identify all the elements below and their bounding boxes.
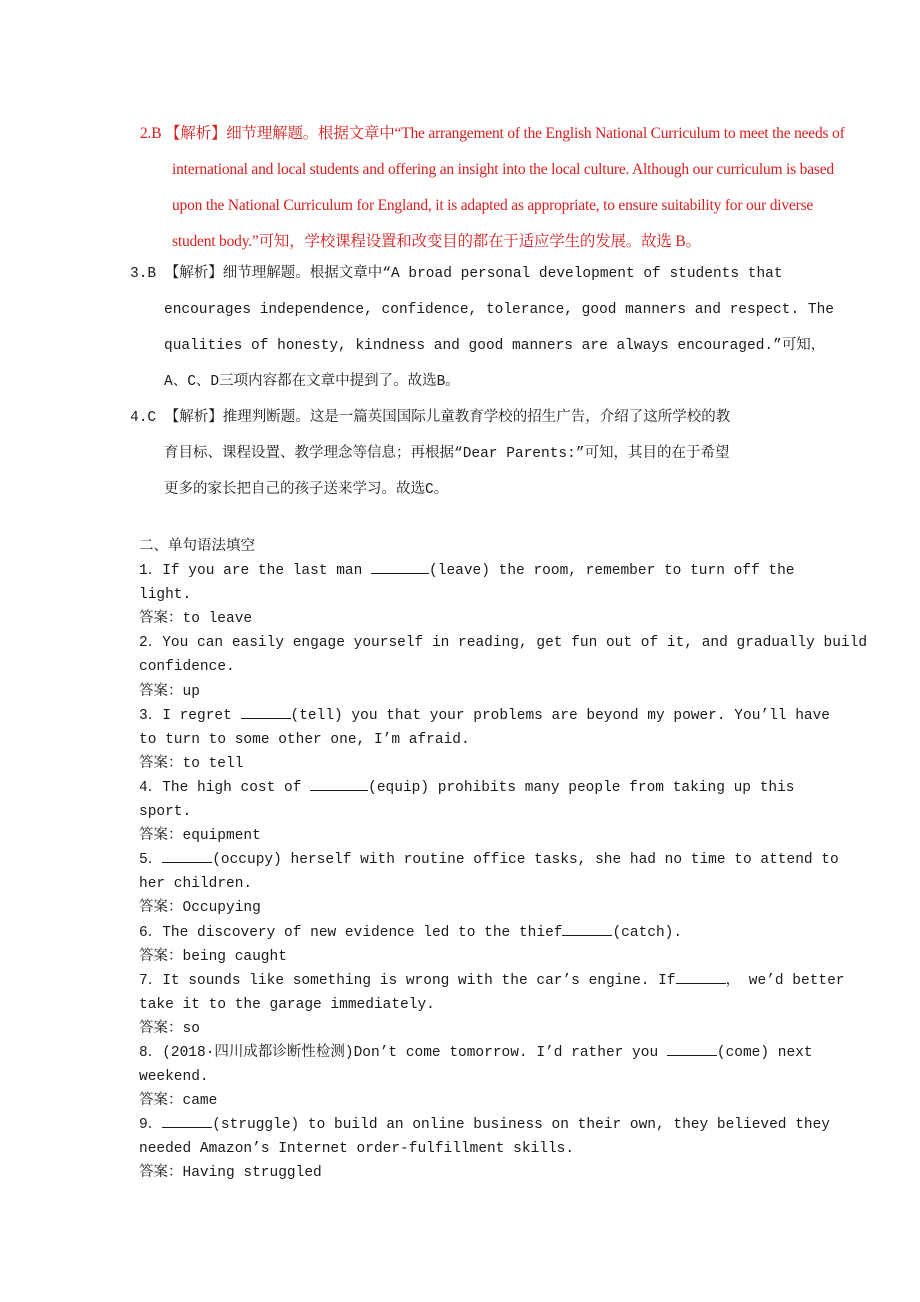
grammar-section bbox=[139, 535, 868, 1186]
answer-9: 答案：Having struggled bbox=[139, 1165, 322, 1182]
answer-blank bbox=[241, 705, 291, 719]
question-1: 1．If you are the last man (leave) the room, remember to turn off the bbox=[139, 559, 839, 583]
question-3: 3．I regret (tell) you that your problems are beyond my power. You’ll have bbox=[139, 704, 839, 728]
question-2-cont: confidence. bbox=[139, 659, 235, 676]
question-7-cont: take it to the garage immediately. bbox=[139, 996, 435, 1013]
answer-7: 答案：so bbox=[139, 1020, 200, 1037]
answer-1: 答案：to leave bbox=[139, 611, 253, 628]
answer-blank bbox=[371, 560, 429, 574]
question-4-cont: sport. bbox=[139, 804, 192, 821]
q4-line-3: 更多的家长把自己的孩子送来学习。故选C。 bbox=[164, 482, 449, 498]
question-9: 9． (struggle) to build an online business on their own, they believed they bbox=[139, 1113, 839, 1137]
question-7: 7．It sounds like something is wrong with the car’s engine. If ， we’d better bbox=[139, 969, 839, 993]
question-3-cont: to turn to some other one, I’m afraid. bbox=[139, 731, 470, 748]
q4-line-1: 4.C 【解析】推理判断题。这是一篇英国国际儿童教育学校的招生广告，介绍了这所学校的教 bbox=[130, 410, 731, 426]
answer-2: 答案：up bbox=[139, 683, 200, 700]
answer-8: 答案：came bbox=[139, 1093, 218, 1110]
question-1-cont: light. bbox=[139, 587, 192, 604]
q2-explanation bbox=[140, 116, 900, 260]
answer-blank bbox=[562, 922, 612, 936]
answer-4: 答案：equipment bbox=[139, 828, 261, 845]
answer-blank bbox=[310, 777, 368, 791]
q2-line-2: international and local students and offering an insight into the local culture. Although our curriculum is based bbox=[172, 161, 834, 178]
question-5: 5． (occupy) herself with routine office tasks, she had no time to attend to bbox=[139, 848, 839, 872]
question-8-cont: weekend. bbox=[139, 1069, 209, 1086]
answer-blank bbox=[162, 1114, 212, 1128]
q4-line-2: 育目标、课程设置、教学理念等信息；再根据“Dear Parents:”可知，其目的在于希望 bbox=[164, 446, 730, 462]
q3-explanation bbox=[130, 256, 835, 400]
question-5-cont: her children. bbox=[139, 876, 253, 893]
question-4: 4．The high cost of (equip) prohibits many people from taking up this bbox=[139, 776, 839, 800]
q3-line-2: encourages independence, confidence, tolerance, good manners and respect. The bbox=[164, 302, 835, 318]
answer-blank bbox=[162, 849, 212, 863]
q2-line-1: 2.B 【解析】细节理解题。根据文章中“The arrangement of the English National Curriculum to meet the needs of bbox=[140, 125, 845, 142]
question-2: 2．You can easily engage yourself in reading, get fun out of it, and gradually build bbox=[139, 635, 868, 652]
question-8: 8．(2018·四川成都诊断性检测)Don’t come tomorrow. I’d rather you (come) next bbox=[139, 1041, 839, 1065]
answer-6: 答案：being caught bbox=[139, 948, 287, 965]
question-9-cont: needed Amazon’s Internet order-fulfillment skills. bbox=[139, 1141, 575, 1158]
answer-3: 答案：to tell bbox=[139, 755, 244, 772]
q4-explanation bbox=[130, 400, 810, 508]
answer-5: 答案：Occupying bbox=[139, 900, 261, 917]
q2-line-3: upon the National Curriculum for England, it is adapted as appropriate, to ensure suitability for our diverse bbox=[172, 197, 814, 214]
question-6: 6．The discovery of new evidence led to the thief (catch). bbox=[139, 921, 839, 945]
q3-line-1: 3.B 【解析】细节理解题。根据文章中“A broad personal development of students that bbox=[130, 266, 783, 282]
q3-line-4: A、C、D三项内容都在文章中提到了。故选B。 bbox=[164, 374, 460, 390]
q3-line-3: qualities of honesty, kindness and good manners are always encouraged.”可知， bbox=[164, 338, 826, 354]
answer-blank bbox=[676, 970, 726, 984]
section-title: 二、单句语法填空 bbox=[139, 539, 255, 555]
answer-blank bbox=[667, 1042, 717, 1056]
q2-line-4: student body.”可知，学校课程设置和改变目的都在于适应学生的发展。故选 B。 bbox=[172, 233, 701, 250]
